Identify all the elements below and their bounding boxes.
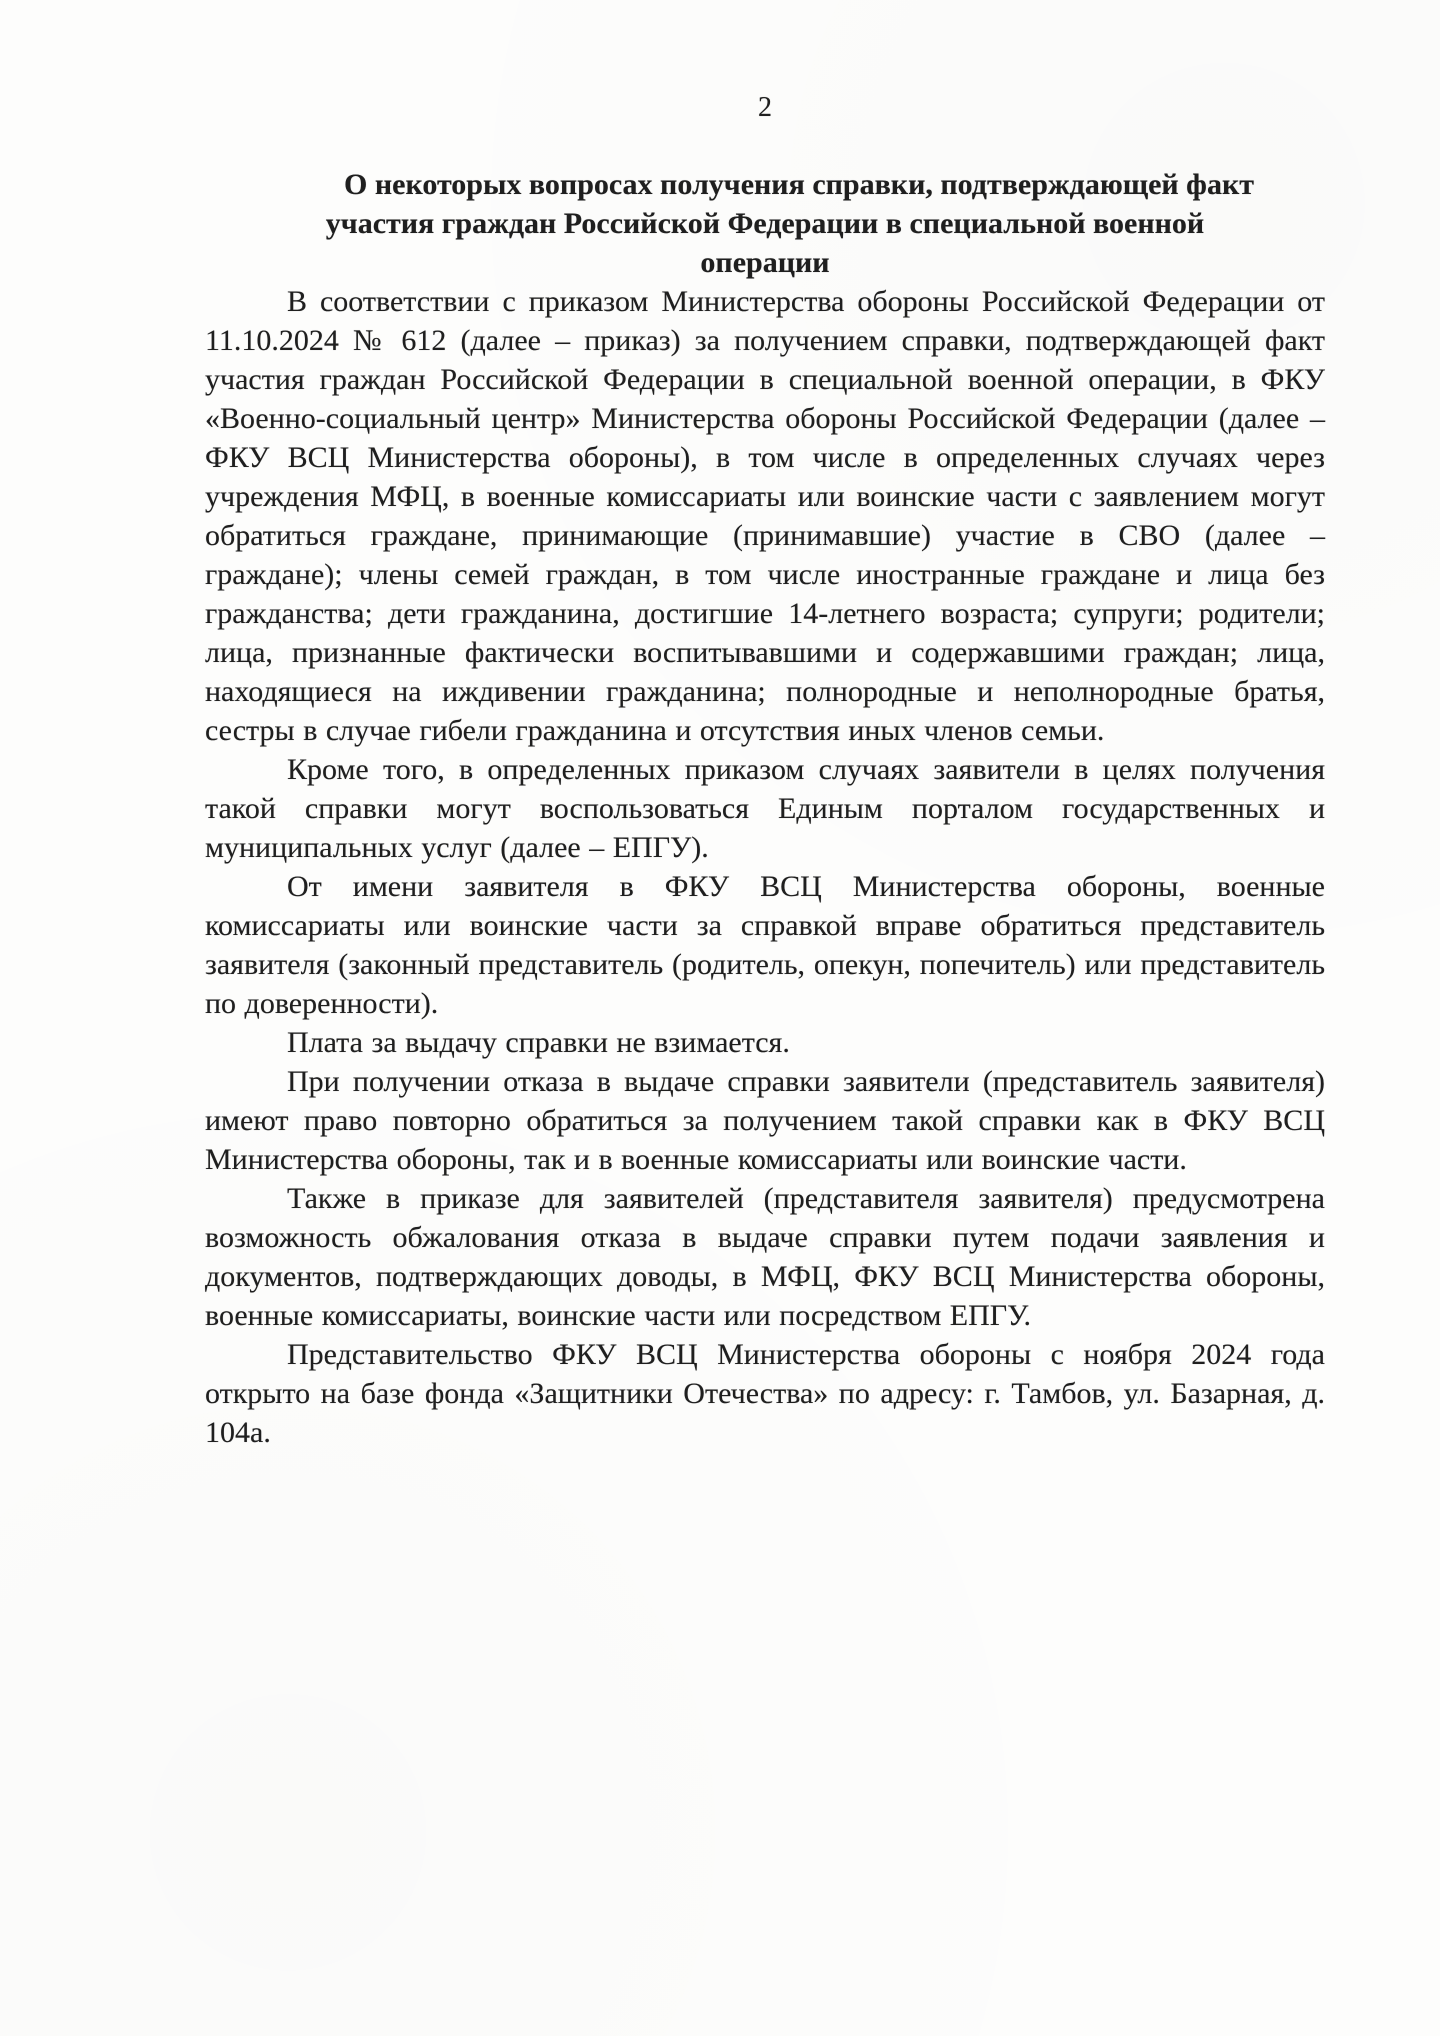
document-title-line: участия граждан Российской Федерации в специальной военной — [325, 207, 1205, 240]
page-number: 2 — [758, 92, 772, 123]
text-column — [205, 88, 1325, 1452]
document-title-line: операции — [700, 246, 830, 279]
document-body — [205, 282, 1325, 1452]
paragraph: Также в приказе для заявителей (представителя заявителя) предусмотрена возможность обжалования отказа в выдаче справки путем подачи заявления и документов, подтверждающих доводы, в МФЦ, ФКУ ВСЦ Министерства обороны, военные комиссариаты, воинские части или посредством ЕПГУ. — [205, 1182, 1325, 1332]
paragraph: При получении отказа в выдаче справки заявители (представитель заявителя) имеют право повторно обратиться за получением такой справки как в ФКУ ВСЦ Министерства обороны, так и в военные комиссариаты или воинские части. — [205, 1065, 1325, 1176]
paragraph: В соответствии с приказом Министерства обороны Российской Федерации от 11.10.2024 № 612 (далее – приказ) за получением справки, подтверждающей факт участия граждан Российской Федерации в специальной военной операции, в ФКУ «Военно-социальный центр» Министерства обороны Российской Федерации (далее – ФКУ ВСЦ Министерства обороны), в том числе в определенных случаях через учреждения МФЦ, в военные комиссариаты или воинские части с заявлением могут обратиться граждане, принимающие (принимавшие) участие в СВО (далее – граждане); члены семей граждан, в том числе иностранные граждане и лица без гражданства; дети гражданина, достигшие 14-летнего возраста; супруги; родители; лица, признанные фактически воспитывавшими и содержавшими граждан; лица, находящиеся на иждивении гражданина; полнородные и неполнородные братья, сестры в случае гибели гражданина и отсутствия иных членов семьи. — [205, 285, 1325, 747]
paragraph: От имени заявителя в ФКУ ВСЦ Министерства обороны, военные комиссариаты или воинские части за справкой вправе обратиться представитель заявителя (законный представитель (родитель, опекун, попечитель) или представитель по доверенности). — [205, 870, 1325, 1020]
document-title-line: О некоторых вопросах получения справки, подтверждающей факт — [344, 168, 1254, 201]
paragraph: Представительство ФКУ ВСЦ Министерства обороны с ноября 2024 года открыто на базе фонда «Защитники Отечества» по адресу: г. Тамбов, ул. Базарная, д. 104а. — [205, 1338, 1325, 1449]
document-title — [205, 165, 1325, 282]
paragraph: Кроме того, в определенных приказом случаях заявители в целях получения такой справки могут воспользоваться Единым порталом государственных и муниципальных услуг (далее – ЕПГУ). — [205, 753, 1325, 864]
paragraph: Плата за выдачу справки не взимается. — [287, 1026, 790, 1059]
